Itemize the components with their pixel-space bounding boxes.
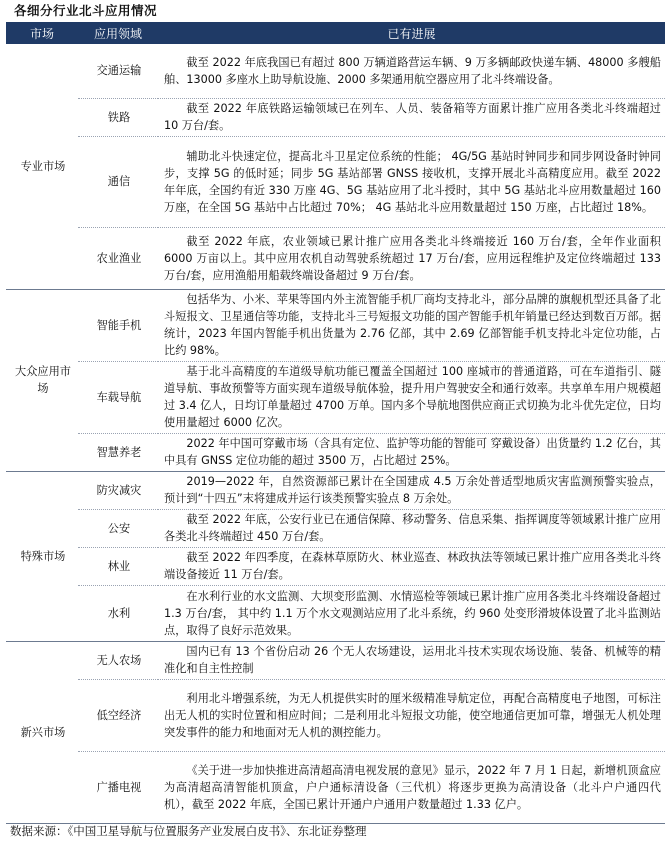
field-label: 铁路: [78, 98, 158, 136]
progress-text: 基于北斗高精度的车道级导航功能已覆盖全国超过 100 座城市的普通道路，可在车道指引、隧道导航、事故预警等方面实现车道级导航体验，提升用户驾驶安全和通行效率。共享单车用户规模超过 3.4 亿人，日均订单量超过 4700 万单。国内多个导航地图供应商正式切换为北斗优先定位，日均使用量超过 6000 亿次。: [158, 361, 665, 433]
progress-text: 《关于进一步加快推进高清超高清电视发展的意见》显示，2022 年 7 月 1 日起，新增机顶盒应为高清超高清智能机顶盒，户户通标清设备（三代机）将逐步更换为高清设备（北斗户户通四代机），截至 2022 年底，全国已累计开通户户通用户数量超过 1.33 亿户。: [158, 751, 665, 823]
table-row: [6, 227, 665, 289]
progress-text: 在水利行业的水文监测、大坝变形监测、水情巡检等领域已累计推广应用各类北斗终端设备超过 1.3 万台/套， 其中约 1.1 万个水文观测站应用了北斗系统，约 960 处变形滑坡体设置了北斗监测站点，取得了良好示范效果。: [158, 585, 665, 641]
header-market: 市场: [6, 22, 78, 44]
table-row: [6, 98, 665, 136]
header-field: 应用领域: [78, 22, 158, 44]
table-row: [6, 433, 665, 471]
table-row: [6, 136, 665, 227]
table-header-row: [6, 22, 665, 44]
table-row: [6, 471, 665, 509]
source-note: 数据来源：《中国卫星导航与位置服务产业发展白皮书》、东北证券整理: [10, 824, 367, 838]
progress-text: 国内已有 13 个省份启动 26 个无人农场建设，运用北斗技术实现农场设施、装备、机械等的精准化和自主性控制: [158, 641, 665, 679]
field-label: 林业: [78, 547, 158, 585]
progress-text: 截至 2022 年底铁路运输领域已在列车、人员、装备箱等方面累计推广应用各类北斗终端超过 10 万台/套。: [158, 98, 665, 136]
table-row: [6, 585, 665, 641]
table-row: [6, 547, 665, 585]
field-label: 农业渔业: [78, 227, 158, 289]
table-title: 各细分行业北斗应用情况: [14, 3, 158, 18]
field-label: 交通运输: [78, 44, 158, 98]
table-row: [6, 44, 665, 98]
table-row: [6, 509, 665, 547]
field-label: 低空经济: [78, 679, 158, 751]
field-label: 车载导航: [78, 361, 158, 433]
field-label: 智能手机: [78, 289, 158, 361]
progress-text: 截至 2022 年底我国已有超过 800 万辆道路营运车辆、9 万多辆邮政快递车辆、48000 多艘船舶、13000 多座水上助导航设施、2000 多架通用航空器应用了北斗终端设备。: [158, 44, 665, 98]
table-row: [6, 751, 665, 823]
progress-text: 截至 2022 年四季度，在森林草原防火、林业巡查、林政执法等领域已累计推广应用各类北斗终端设备接近 11 万台/套。: [158, 547, 665, 585]
field-label: 广播电视: [78, 751, 158, 823]
market-label-consumer: 大众应用市场: [6, 289, 78, 471]
table-row: [6, 361, 665, 433]
header-progress: 已有进展: [158, 22, 665, 44]
progress-text: 利用北斗增强系统，为无人机提供实时的厘米级精准导航定位，再配合高精度电子地图，可标注出无人机的实时位置和相应时间；二是利用北斗短报文功能，使空地通信更加可靠，增强无人机处理突发事件的能力和地面对无人机的测控能力。: [158, 679, 665, 751]
progress-text: 截至 2022 年底，公安行业已在通信保障、移动警务、信息采集、指挥调度等领域累计推广应用各类北斗终端超过 450 万台/套。: [158, 509, 665, 547]
market-label-special: 特殊市场: [6, 471, 78, 641]
market-label-professional: 专业市场: [6, 44, 78, 289]
table-row: [6, 641, 665, 679]
field-label: 防灾减灾: [78, 471, 158, 509]
progress-text: 2019—2022 年，自然资源部已累计在全国建成 4.5 万余处普适型地质灾害监测预警实验点，预计到“十四五”末将建成并运行该类预警实验点 8 万余处。: [158, 471, 665, 509]
progress-text: 2022 年中国可穿戴市场（含具有定位、监护等功能的智能可 穿戴设备）出货量约 1.2 亿台，其中具有 GNSS 定位功能的超过 3500 万，占比超过 25%。: [158, 433, 665, 471]
market-label-emerging: 新兴市场: [6, 641, 78, 823]
applications-table: [6, 22, 665, 824]
table-row: [6, 289, 665, 361]
field-label: 智慧养老: [78, 433, 158, 471]
field-label: 公安: [78, 509, 158, 547]
progress-text: 包括华为、小米、苹果等国内外主流智能手机厂商均支持北斗，部分品牌的旗舰机型还具备了北斗短报文、卫星通信等功能，支持北斗三号短报文功能的国产智能手机年销量已经达到数百万部。据统计，2023 年国内智能手机出货量为 2.76 亿部，其中 2.69 亿部智能手机支持北斗定位功能，占比约 98%。: [158, 289, 665, 361]
field-label: 水利: [78, 585, 158, 641]
field-label: 无人农场: [78, 641, 158, 679]
table-row: [6, 679, 665, 751]
field-label: 通信: [78, 136, 158, 227]
progress-text: 截至 2022 年底，农业领域已累计推广应用各类北斗终端接近 160 万台/套，全年作业面积 6000 万亩以上。其中应用农机自动驾驶系统超过 17 万台/套，应用远程维护及定位终端超过 133 万台/套，应用渔船用船载终端设备超过 9 万台/套。: [158, 227, 665, 289]
progress-text: 辅助北斗快速定位，提高北斗卫星定位系统的性能； 4G/5G 基站时钟同步和同步网设备时钟同步，支撑 5G 的低时延；同步 5G 基站部署 GNSS 接收机，支撑开展北斗高精度应用。截至 2022 年年底，全国约有近 330 万座 4G、5G 基站应用了北斗授时，其中 5G 基站北斗应用数量超过 160 万座，在全国 5G 基站中占比超过 70%； 4G 基站北斗应用数量超过 150 万座，占比超过 18%。: [158, 136, 665, 227]
